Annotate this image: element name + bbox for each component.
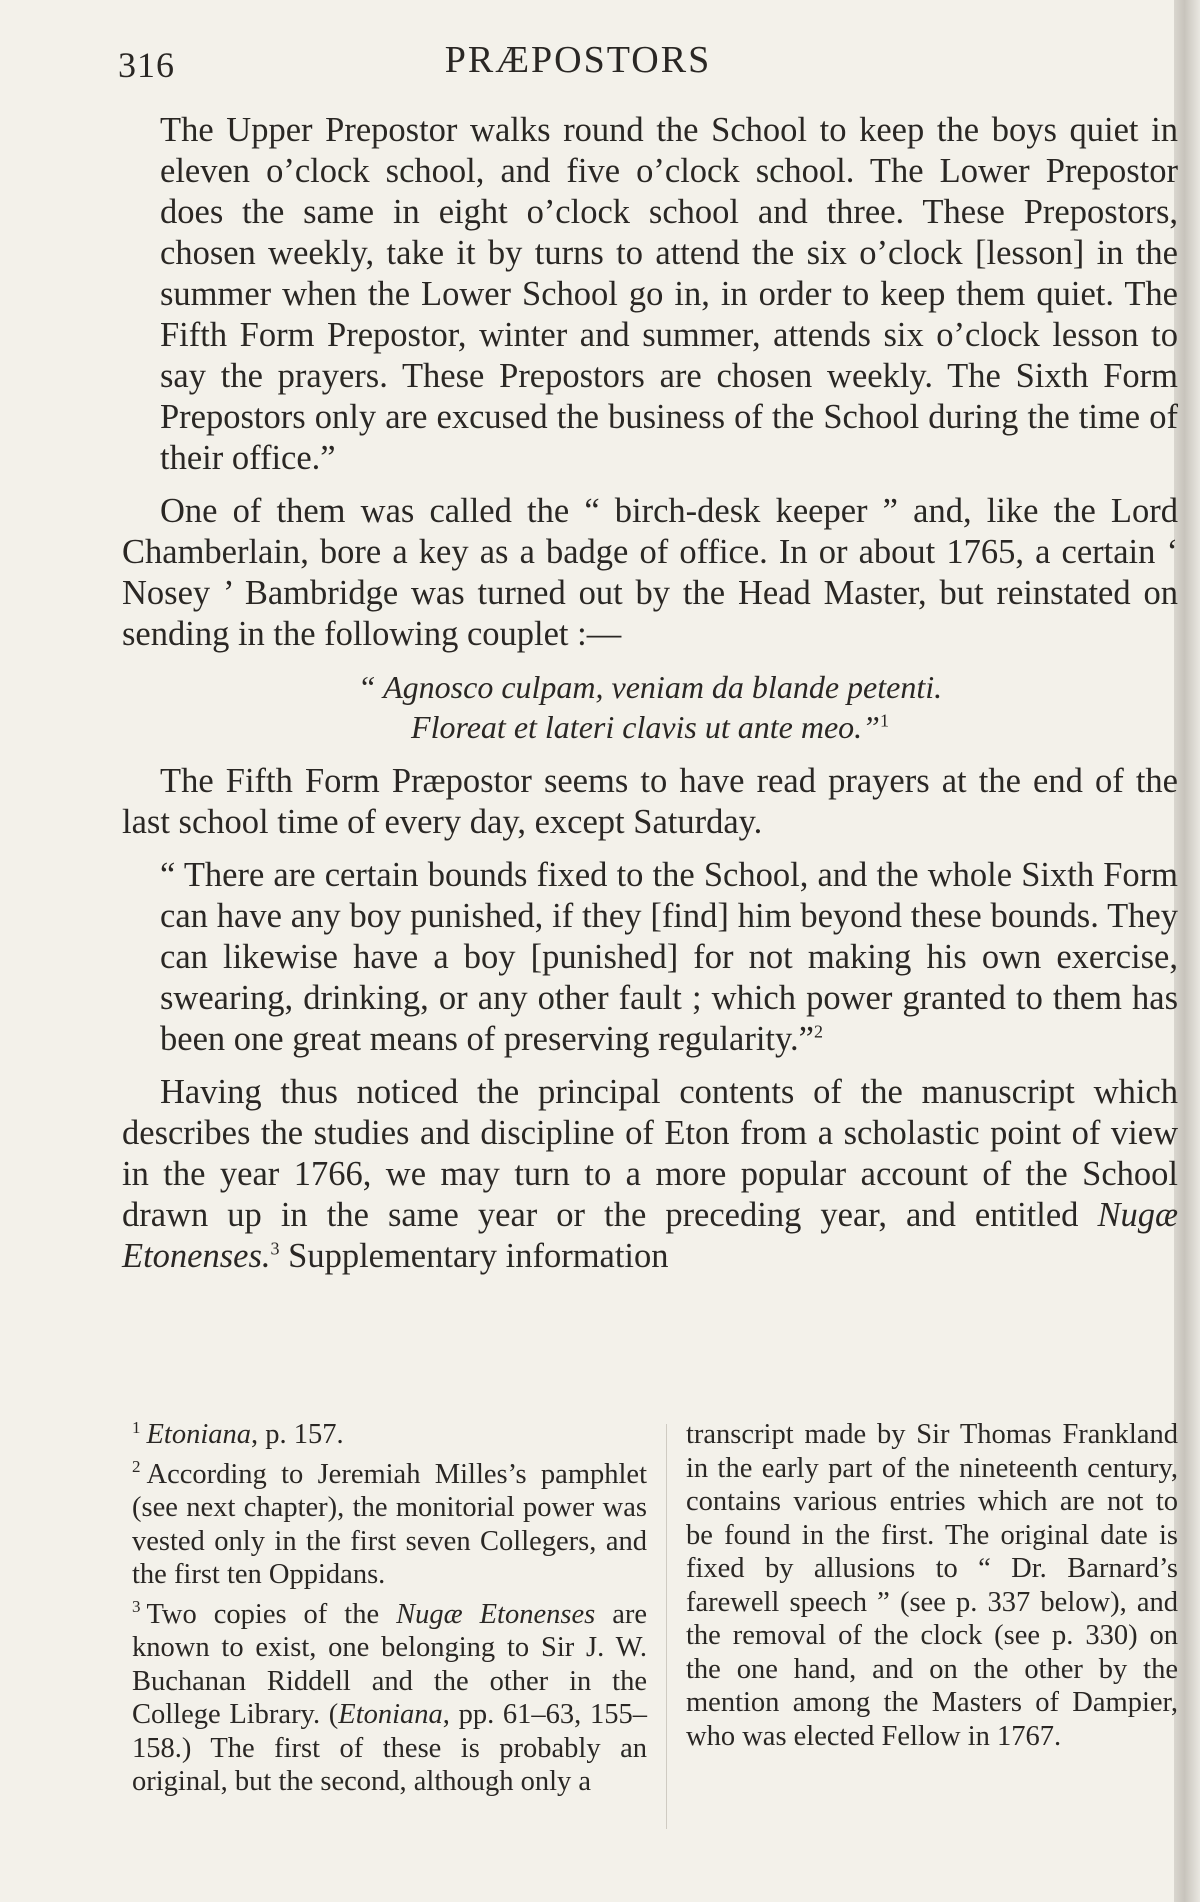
footnote-1-text: , p. 157.: [251, 1419, 344, 1450]
footnotes-left-column: [132, 1418, 647, 1805]
page-number: 316: [118, 45, 175, 85]
running-head: PRÆPOSTORS: [444, 39, 712, 81]
footnote-3-text-c: , pp. 61–63, 155–158.) The first of these is probably an original, but the second, although only a: [132, 1699, 648, 1797]
page-header: [118, 38, 1178, 94]
couplet-line-1: “ Agnosco culpam, veniam da blande petenti.: [357, 669, 943, 705]
footnote-3-continued: transcript made by Sir Thomas Frankland in the early part of the nineteenth century, contains various entries which are not to be found in the first. The original date is fixed by allusions to “ Dr. Barnard’s farewell speech ” (see p. 337 below), and the removal of the clock (see p. 330) on the one hand, and on the other by the mention among the Masters of Dampier, who was elected Fellow in 1767.: [686, 1419, 1178, 1752]
paragraph-birch-desk-keeper: One of them was called the “ birch-desk keeper ” and, like the Lord Chamberlain, bore a key as a badge of office. In or about 1765, a certain ‘ Nosey ’ Bambridge was turned out by the Head Master, but reinstated on sending in the following couplet :—: [122, 492, 1178, 653]
footnote-2: [132, 1458, 647, 1592]
footnote-1-title: Etoniana: [146, 1419, 251, 1450]
footnote-3-ref: Etoniana: [338, 1699, 443, 1730]
footnote-3-mark: 3: [132, 1597, 141, 1616]
paragraph-quote-bounds: [160, 855, 1178, 1060]
footnote-3-title: Nugæ Etonenses: [396, 1598, 596, 1630]
footnote-2-text: According to Jeremiah Milles’s pamphlet (see next chapter), the monitorial power was vested only in the first seven Collegers, and the first ten Oppidans.: [132, 1458, 647, 1590]
couplet-line-2-wrap: [122, 707, 1178, 747]
paragraph-quote-prepostors: The Upper Prepostor walks round the School to keep the boys quiet in eleven o’clock school, and five o’clock school. The Lower Prepostor does the same in eight o’clock school and three. These Prepostors, chosen weekly, take it by turns to attend the six o’clock [lesson] in the summer when the Lower School go in, in order to keep them quiet. The Fifth Form Prepostor, winter and summer, attends six o’clock lesson to say the prayers. These Prepostors are chosen weekly. The Sixth Form Prepostors only are excused the business of the School during the time of their office.”: [160, 111, 1178, 477]
footnote-3-text-a: Two copies of the: [146, 1598, 397, 1630]
footnotes-right-column: [686, 1418, 1178, 1759]
quote-bounds-text: “ There are certain bounds fixed to the School, and the whole Sixth Form can have any boy punished, if they [find] him beyond these bounds. They can likewise have a boy [punished] for not making his own exercise, swearing, drinking, or any other fault ; which power granted to them has been one great means of preserving regularity.”: [160, 856, 1178, 1058]
footnote-3-text-b: are known to exist, one belonging to Sir J. W. Buchanan Riddell and the other in the College Library. (: [132, 1598, 647, 1730]
footnote-ref-1: 1: [879, 710, 889, 731]
footnote-column-divider: [666, 1424, 667, 1829]
nugae-title: Nugæ Etonenses.: [122, 1196, 1178, 1275]
footnote-1-mark: 1: [132, 1417, 141, 1437]
footnote-1: [132, 1418, 647, 1452]
latin-couplet: [122, 667, 1178, 747]
footnote-2-mark: 2: [132, 1457, 141, 1476]
paragraph-nugae: [122, 1072, 1178, 1277]
paragraph-fifth-form: The Fifth Form Præpostor seems to have read prayers at the end of the last school time of every day, except Saturday.: [122, 762, 1178, 841]
nugae-text-end: Supplementary information: [279, 1237, 669, 1275]
nugae-text-start: Having thus noticed the principal contents of the manuscript which describes the studies and discipline of Eton from a scholastic point of view in the year 1766, we may turn to a more popular account of the School drawn up in the same year or the preceding year, and entitled: [122, 1073, 1178, 1234]
footnote-ref-3: 3: [270, 1238, 280, 1259]
couplet-line-2: Floreat et lateri clavis ut ante meo.”: [411, 709, 880, 745]
footnote-3: [132, 1598, 647, 1799]
main-text: [122, 110, 1178, 1289]
footnote-ref-2: 2: [813, 1021, 823, 1042]
